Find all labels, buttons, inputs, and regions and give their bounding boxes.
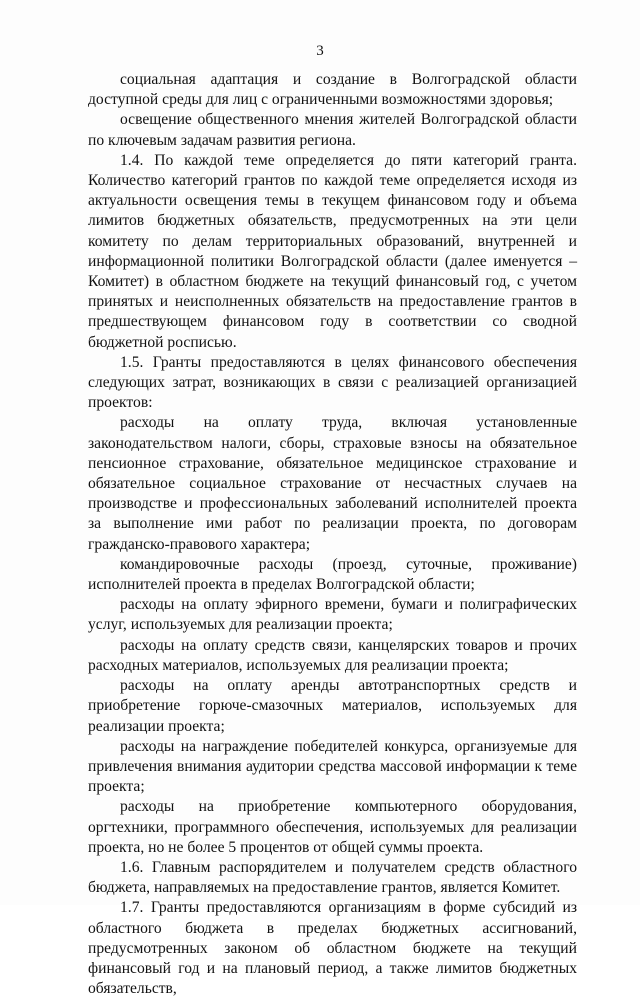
paragraph: расходы на оплату аренды автотранспортных средств и приобретение горюче-смазочных материалов, используемых для реализации проекта; [88, 677, 577, 735]
paragraph: 1.5. Гранты предоставляются в целях финансового обеспечения следующих затрат, возникающих в связи с реализацией организацией проектов: [88, 353, 577, 412]
page-number: 3 [316, 43, 324, 59]
paragraph: расходы на приобретение компьютерного оборудования, оргтехники, программного обеспечения, используемых для реализации проекта, но не более 5 процентов от общей суммы проекта. [88, 798, 577, 856]
paragraph: расходы на оплату средств связи, канцелярских товаров и прочих расходных материалов, используемых для реализации проекта; [88, 636, 577, 674]
paragraph: 1.4. По каждой теме определяется до пяти категорий гранта. Количество категорий грантов по каждой теме определяется исходя из актуальности освещения темы в текущем финансовом году и объема лимитов бюджетных обязательств, предусмотренных на эти цели комитету по делам территориальных образований, внутренней и информационной политики Волгоградской области (далее именуется – Комитет) в областном бюджете на текущий финансовый год, с учетом принятых и неисполненных обязательств на предоставление грантов в предшествующем финансовом году в соответствии со сводной бюджетной росписью. [88, 151, 577, 351]
paragraph: социальная адаптация и создание в Волгоградской области доступной среды для лиц с ограниченными возможностями здоровья; [88, 71, 577, 109]
paragraph: освещение общественного мнения жителей Волгоградской области по ключевым задачам развития региона. [88, 111, 577, 149]
paragraph: расходы на оплату труда, включая установленные законодательством налоги, сборы, страховые взносы на обязательное пенсионное страхование, обязательное медицинское страхование и обязательное социальное страхование от несчастных случаев на производстве и профессиональных заболеваний исполнителей проекта за выполнение ими работ по реализации проекта, по договорам гражданско-правового характера; [88, 414, 577, 553]
paragraph: 1.6. Главным распорядителем и получателем средств областного бюджета, направляемых на предоставление грантов, является Комитет. [88, 858, 577, 897]
paragraph: 1.7. Гранты предоставляются организациям в форме субсидий из областного бюджета в пределах бюджетных ассигнований, предусмотренных законом об областном бюджете на текущий финансовый год и на плановый период, а также лимитов бюджетных обязательств, [88, 899, 577, 998]
paragraph: командировочные расходы (проезд, суточные, проживание) исполнителей проекта в пределах Волгоградской области; [88, 555, 577, 594]
paragraph: расходы на награждение победителей конкурса, организуемые для привлечения внимания аудитории средства массовой информации к теме проекта; [88, 737, 577, 796]
document-body [88, 70, 577, 999]
paragraph: расходы на оплату эфирного времени, бумаги и полиграфических услуг, используемых для реализации проекта; [88, 596, 577, 634]
